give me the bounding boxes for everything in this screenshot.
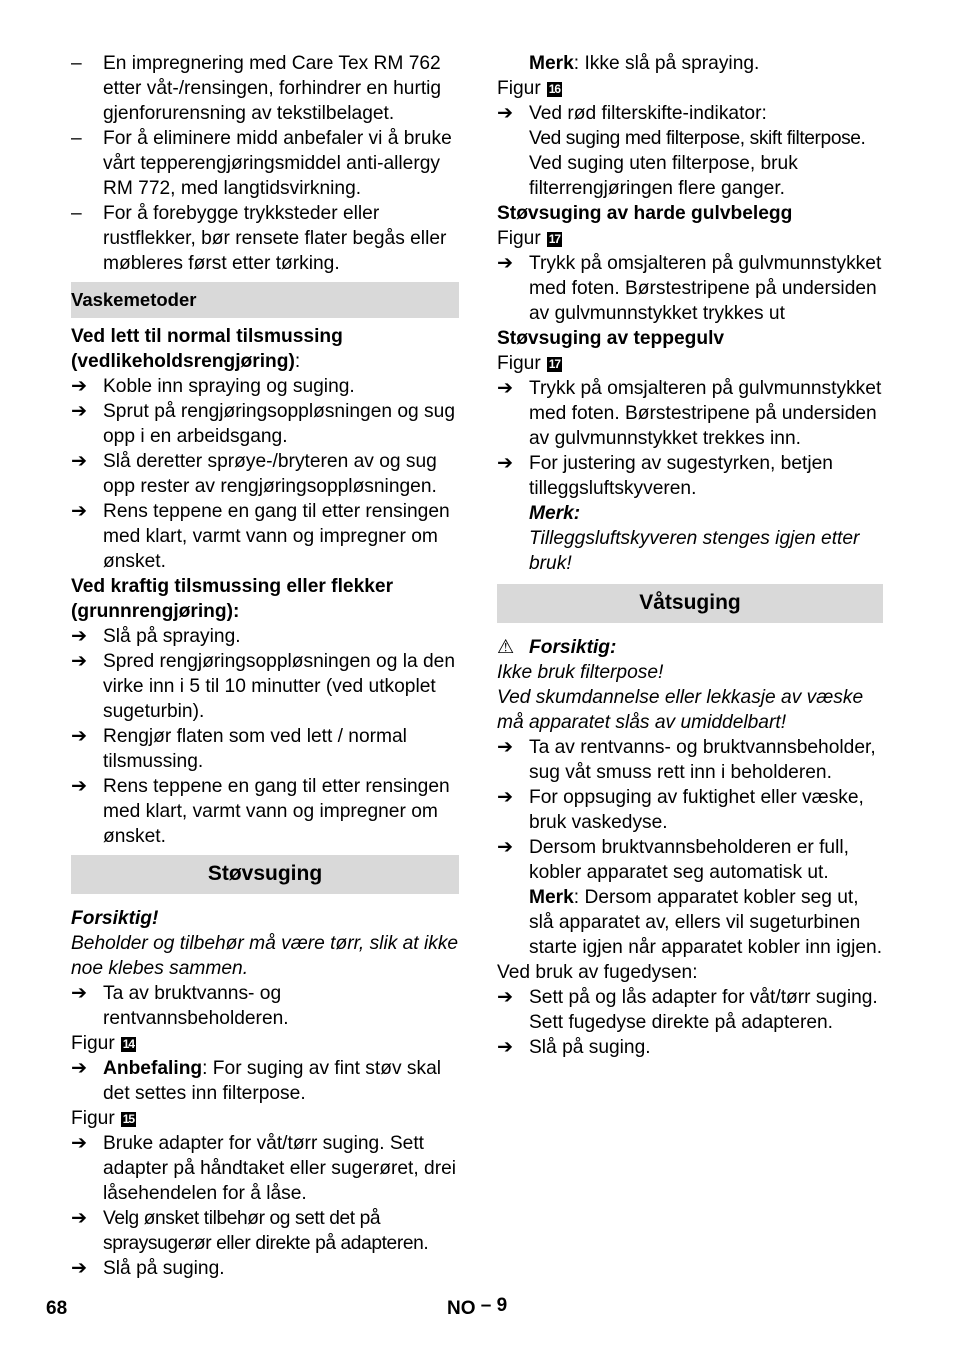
subheading-heavy-soiling: Ved kraftig tilsmussing eller flekker (grunnrengjøring): bbox=[71, 576, 394, 622]
arrow-icon: ➔ bbox=[497, 378, 514, 399]
arrow-icon: ➔ bbox=[71, 401, 88, 422]
section-heading-vaskemetoder: Vaskemetoder bbox=[71, 282, 459, 318]
step-detail: Ved suging uten filterpose, bruk filterrengjøringen flere ganger. bbox=[529, 153, 798, 199]
language-code: NO bbox=[447, 1298, 476, 1319]
right-column bbox=[497, 51, 883, 1060]
step-detail: Ved suging med filterpose, skift filterpose. bbox=[529, 128, 866, 149]
figure-number-badge: 14 bbox=[122, 1037, 135, 1051]
figure-number-badge: 17 bbox=[548, 357, 561, 371]
figure-number-badge: 16 bbox=[548, 82, 561, 96]
arrow-icon: ➔ bbox=[497, 837, 514, 858]
step-item bbox=[497, 451, 883, 501]
arrow-icon: ➔ bbox=[71, 501, 88, 522]
arrow-icon: ➔ bbox=[497, 987, 514, 1008]
warning-heading bbox=[497, 635, 883, 660]
page-number: 68 bbox=[46, 1298, 68, 1319]
step-item bbox=[497, 785, 883, 835]
dash-bullet: – bbox=[71, 203, 82, 224]
paragraph: Ved bruk av fugedysen: bbox=[497, 962, 698, 983]
step-text: Ta av bruktvanns- og rentvannsbeholderen. bbox=[103, 983, 289, 1029]
figure-reference bbox=[71, 1106, 459, 1131]
note-label: Merk: bbox=[529, 503, 581, 524]
figure-label: Figur bbox=[71, 1033, 115, 1054]
arrow-icon: ➔ bbox=[71, 776, 88, 797]
step-text: Sett på og lås adapter for våt/tørr suging. Sett fugedyse direkte på adapteren. bbox=[529, 987, 878, 1033]
dash-bullet: – bbox=[71, 53, 82, 74]
step-text: Dersom bruktvannsbeholderen er full, kobler apparatet seg automatisk ut. bbox=[529, 837, 849, 883]
subheading-hard-floor: Støvsuging av harde gulvbelegg bbox=[497, 203, 793, 224]
figure-label: Figur bbox=[497, 228, 541, 249]
warning-text: Ved skumdannelse eller lekkasje av væske må apparatet slås av umiddelbart! bbox=[497, 687, 864, 733]
note-label: Merk bbox=[529, 53, 574, 74]
left-column bbox=[71, 51, 459, 1281]
step-text: Ved rød filterskifte-indikator: bbox=[529, 103, 767, 124]
step-item bbox=[71, 724, 459, 774]
arrow-icon: ➔ bbox=[71, 651, 88, 672]
step-item bbox=[497, 835, 883, 885]
step-item bbox=[71, 449, 459, 499]
list-item-text: For å forebygge trykksteder eller rustflekker, bør rensete flater begås eller møbleres først etter tørking. bbox=[103, 203, 447, 274]
step-item bbox=[71, 1056, 459, 1106]
step-item bbox=[71, 1131, 459, 1206]
step-item bbox=[71, 374, 459, 399]
arrow-icon: ➔ bbox=[71, 626, 88, 647]
step-item bbox=[71, 774, 459, 849]
step-text: Velg ønsket tilbehør og sett det på spraysugerør eller direkte på adapteren. bbox=[103, 1208, 429, 1254]
subheading-suffix: : bbox=[294, 351, 301, 372]
arrow-icon: ➔ bbox=[71, 1258, 88, 1279]
arrow-icon: ➔ bbox=[71, 983, 88, 1004]
step-text: Slå deretter sprøye-/bryteren av og sug opp rester av rengjøringsoppløsningen. bbox=[103, 451, 437, 497]
warning-text: Ikke bruk filterpose! bbox=[497, 662, 664, 683]
figure-label: Figur bbox=[497, 353, 541, 374]
list-item-text: En impregnering med Care Tex RM 762 etter våt-/rensingen, forhindrer en hurtig gjenforurensning av tekstilbelaget. bbox=[103, 53, 442, 124]
list-item bbox=[71, 126, 459, 201]
arrow-icon: ➔ bbox=[71, 376, 88, 397]
step-text: Slå på spraying. bbox=[103, 626, 241, 647]
arrow-icon: ➔ bbox=[497, 1037, 514, 1058]
arrow-icon: ➔ bbox=[497, 253, 514, 274]
arrow-icon: ➔ bbox=[71, 1208, 88, 1229]
warning-icon: ⚠ bbox=[497, 637, 515, 658]
list-item bbox=[71, 201, 459, 276]
arrow-icon: ➔ bbox=[71, 726, 88, 747]
list-item bbox=[71, 51, 459, 126]
caution-text: Beholder og tilbehør må være tørr, slik at ikke noe klebes sammen. bbox=[71, 933, 459, 979]
step-text: Bruke adapter for våt/tørr suging. Sett adapter på håndtaket eller sugerøret, drei låsehendelen for å låse. bbox=[103, 1133, 457, 1204]
step-text: Rens teppene en gang til etter rensingen med klart, varmt vann og impregner om ønsket. bbox=[103, 501, 450, 572]
subheading-text: Ved lett til normal tilsmussing (vedlikeholdsrengjøring) bbox=[71, 326, 343, 372]
warning-label: Forsiktig: bbox=[529, 637, 617, 658]
step-item bbox=[71, 1206, 459, 1256]
step-item bbox=[71, 649, 459, 724]
dash-bullet: – bbox=[71, 128, 82, 149]
figure-label: Figur bbox=[71, 1108, 115, 1129]
arrow-icon: ➔ bbox=[497, 787, 514, 808]
section-heading-vatsuging: Våtsuging bbox=[497, 584, 883, 623]
arrow-icon: ➔ bbox=[71, 451, 88, 472]
recommendation-label: Anbefaling bbox=[103, 1058, 203, 1079]
step-item bbox=[71, 399, 459, 449]
note-spray bbox=[497, 51, 883, 76]
arrow-icon: ➔ bbox=[497, 737, 514, 758]
recommendation-text: : For suging av fint støv skal det settes inn filterpose. bbox=[103, 1058, 442, 1104]
figure-reference bbox=[497, 351, 883, 376]
step-item bbox=[497, 1035, 883, 1060]
step-text: Slå på suging. bbox=[529, 1037, 651, 1058]
figure-number-badge: 15 bbox=[122, 1112, 135, 1126]
step-item bbox=[497, 735, 883, 785]
step-text: Spred rengjøringsoppløsningen og la den virke inn i 5 til 10 minutter (ved utkoplet sugeturbin). bbox=[103, 651, 455, 722]
step-item bbox=[497, 101, 883, 126]
step-item bbox=[71, 499, 459, 574]
footer-section bbox=[447, 1296, 507, 1321]
step-text: For oppsuging av fuktighet eller væske, bruk vaskedyse. bbox=[529, 787, 864, 833]
section-number: – 9 bbox=[480, 1295, 508, 1316]
figure-reference bbox=[497, 226, 883, 251]
step-text: Trykk på omsjalteren på gulvmunnstykket med foten. Børstestripene på undersiden av gulvmunnstykket trekkes inn. bbox=[529, 378, 882, 449]
list-item-text: For å eliminere midd anbefaler vi å bruke vårt tepperengjøringsmiddel anti-allergy RM 772, med langtidsvirkning. bbox=[103, 128, 452, 199]
arrow-icon: ➔ bbox=[71, 1133, 88, 1154]
note-text: : Dersom apparatet kobler seg ut, slå apparatet av, ellers vil sugeturbinen starte igjen når apparatet kobler inn igjen. bbox=[529, 887, 883, 958]
figure-reference bbox=[497, 76, 883, 101]
note-label: Merk bbox=[529, 887, 574, 908]
caution-label: Forsiktig! bbox=[71, 908, 159, 929]
step-item bbox=[497, 251, 883, 326]
arrow-icon: ➔ bbox=[497, 453, 514, 474]
arrow-icon: ➔ bbox=[71, 1058, 88, 1079]
note-text: Tilleggsluftskyveren stenges igjen etter bruk! bbox=[529, 528, 860, 574]
step-text: Slå på suging. bbox=[103, 1258, 225, 1279]
step-text: Rengjør flaten som ved lett / normal tilsmussing. bbox=[103, 726, 407, 772]
step-text: Ta av rentvanns- og bruktvannsbeholder, sug våt smuss rett inn i beholderen. bbox=[529, 737, 876, 783]
subheading-carpet: Støvsuging av teppegulv bbox=[497, 328, 725, 349]
step-item bbox=[71, 624, 459, 649]
arrow-icon: ➔ bbox=[497, 103, 514, 124]
note-text: : Ikke slå på spraying. bbox=[573, 53, 760, 74]
figure-label: Figur bbox=[497, 78, 541, 99]
section-heading-stovsuging: Støvsuging bbox=[71, 855, 459, 894]
note-auto-shutoff bbox=[497, 885, 883, 960]
step-text: Rens teppene en gang til etter rensingen med klart, varmt vann og impregner om ønsket. bbox=[103, 776, 450, 847]
step-item bbox=[71, 1256, 459, 1281]
step-text: Koble inn spraying og suging. bbox=[103, 376, 355, 397]
subheading-light-soiling bbox=[71, 324, 459, 374]
step-item bbox=[71, 981, 459, 1031]
figure-number-badge: 17 bbox=[548, 232, 561, 246]
step-item bbox=[497, 985, 883, 1035]
step-text: For justering av sugestyrken, betjen tilleggsluftskyveren. bbox=[529, 453, 833, 499]
step-item bbox=[497, 376, 883, 451]
figure-reference bbox=[71, 1031, 459, 1056]
step-text: Sprut på rengjøringsoppløsningen og sug opp i en arbeidsgang. bbox=[103, 401, 455, 447]
step-text: Trykk på omsjalteren på gulvmunnstykket med foten. Børstestripene på undersiden av gulvmunnstykket trykkes ut bbox=[529, 253, 882, 324]
